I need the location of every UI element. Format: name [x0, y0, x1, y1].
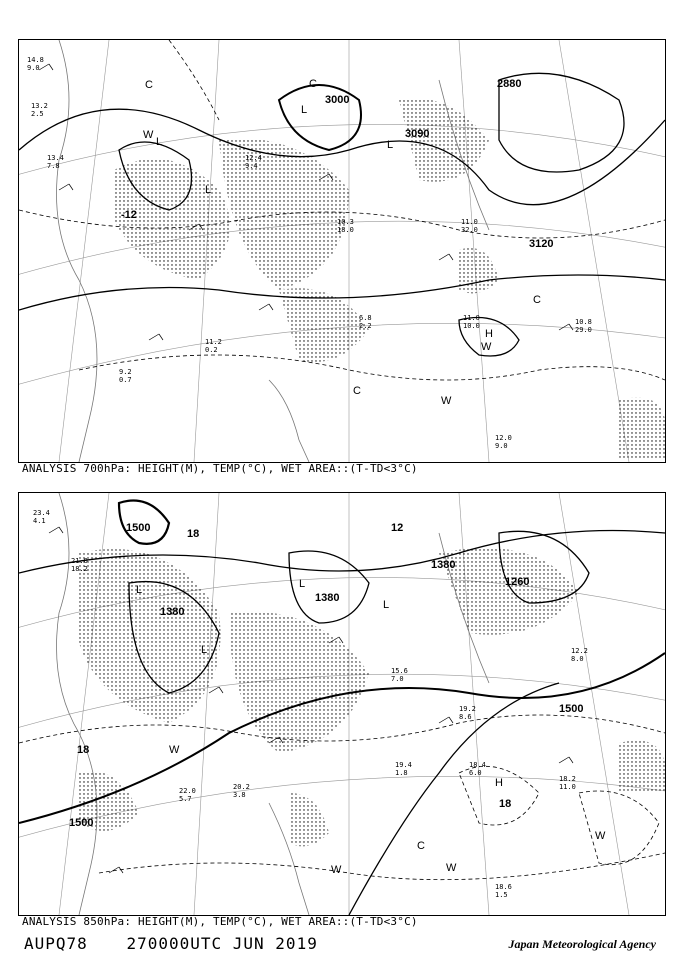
station-dewpoint-depression: 1.8	[395, 769, 408, 777]
station-temp: 19.4	[395, 761, 412, 769]
chart-code: AUPQ78	[24, 934, 88, 953]
station-temp: 18.2	[559, 775, 576, 783]
low-center: L	[201, 644, 208, 656]
station-temp: 12.2	[571, 647, 588, 655]
contour-label: 1500	[559, 703, 584, 715]
station-dewpoint-depression: 32.0	[461, 226, 478, 234]
contour-label: 18	[187, 528, 200, 540]
station-dewpoint-depression: 6.0	[469, 769, 482, 777]
station-dewpoint-depression: 18.0	[337, 226, 354, 234]
station-temp: 15.6	[391, 667, 408, 675]
station-temp: 18.6	[495, 883, 512, 891]
warm-center: W	[441, 395, 452, 407]
station-temp: 23.4	[33, 509, 50, 517]
low-center: L	[301, 104, 308, 116]
station-temp: 12.0	[495, 434, 512, 442]
contour-label: 3000	[325, 94, 350, 106]
station-dewpoint-depression: 9.0	[495, 442, 508, 450]
warm-center: W	[143, 129, 154, 141]
station-dewpoint-depression: 0.7	[119, 376, 132, 384]
station-dewpoint-depression: 3.8	[233, 791, 246, 799]
low-center: L	[205, 184, 212, 196]
station-dewpoint-depression: 4.1	[33, 517, 46, 525]
station-dewpoint-depression: 9.4	[245, 162, 258, 170]
low-center: L	[299, 578, 306, 590]
contour-label: 18	[77, 744, 90, 756]
station-dewpoint-depression: 11.0	[559, 783, 576, 791]
contour-label: 1380	[160, 606, 185, 618]
station-dewpoint-depression: 7.8	[47, 162, 60, 170]
high-center: H	[495, 777, 503, 789]
map-panel-700hpa	[18, 39, 666, 463]
agency-name: Japan Meteorological Agency	[508, 937, 656, 951]
station-dewpoint-depression: 18.2	[71, 565, 88, 573]
contour-label: 1260	[505, 576, 530, 588]
map-panel-850hpa	[18, 492, 666, 916]
station-temp: 21.0	[71, 557, 88, 565]
station-dewpoint-depression: 8.0	[571, 655, 584, 663]
station-temp: 10.3	[337, 218, 354, 226]
station-temp: 14.8	[27, 56, 44, 64]
map-850hpa-svg	[19, 493, 665, 915]
chart-identifier	[24, 934, 346, 953]
station-dewpoint-depression: 5.7	[179, 795, 192, 803]
contour-label: 1500	[126, 522, 151, 534]
station-dewpoint-depression: 1.5	[495, 891, 508, 899]
station-temp: 10.8	[575, 318, 592, 326]
station-temp: 22.0	[179, 787, 196, 795]
map-700hpa-svg	[19, 40, 665, 462]
cold-center: C	[533, 294, 541, 306]
station-dewpoint-depression: 2.2	[359, 322, 372, 330]
station-temp: 18.4	[469, 761, 486, 769]
station-temp: 11.0	[461, 218, 478, 226]
contour-label: 1500	[69, 817, 94, 829]
cold-center: C	[353, 385, 361, 397]
valid-time: 270000UTC JUN 2019	[126, 934, 318, 953]
low-center: L	[156, 136, 163, 148]
cold-center: C	[417, 840, 425, 852]
contour-label: 3120	[529, 238, 554, 250]
high-center: H	[485, 328, 493, 340]
warm-center: W	[331, 864, 342, 876]
station-temp: 12.4	[245, 154, 262, 162]
contour-label: 1380	[431, 559, 456, 571]
station-dewpoint-depression: 10.0	[463, 322, 480, 330]
station-temp: 20.2	[233, 783, 250, 791]
warm-center: W	[481, 341, 492, 353]
station-temp: 11.0	[463, 314, 480, 322]
panel-caption-700hpa: ANALYSIS 700hPa: HEIGHT(M), TEMP(°C), WET AREA::(T-TD<3°C)	[22, 462, 418, 475]
station-dewpoint-depression: 2.5	[31, 110, 44, 118]
low-center: L	[383, 599, 390, 611]
warm-center: W	[169, 744, 180, 756]
station-temp: 13.4	[47, 154, 64, 162]
contour-label: 3090	[405, 128, 430, 140]
station-dewpoint-depression: 0.2	[205, 346, 218, 354]
wet-areas	[114, 98, 665, 460]
warm-center: W	[595, 830, 606, 842]
station-dewpoint-depression: 8.6	[459, 713, 472, 721]
wet-areas	[79, 548, 665, 846]
cold-center: C	[145, 79, 153, 91]
contour-label: 18	[499, 798, 512, 810]
contour-label: -12	[121, 209, 137, 221]
station-temp: 19.2	[459, 705, 476, 713]
low-center: L	[387, 139, 394, 151]
station-temp: 11.2	[205, 338, 222, 346]
contour-label: 12	[391, 522, 404, 534]
panel-caption-850hpa: ANALYSIS 850hPa: HEIGHT(M), TEMP(°C), WET AREA::(T-TD<3°C)	[22, 915, 418, 928]
station-dewpoint-depression: 7.0	[391, 675, 404, 683]
contour-label: 1380	[315, 592, 340, 604]
low-center: L	[136, 584, 143, 596]
warm-center: W	[446, 862, 457, 874]
station-temp: 9.2	[119, 368, 132, 376]
contour-label: 2880	[497, 78, 522, 90]
station-dewpoint-depression: 29.0	[575, 326, 592, 334]
cold-center: C	[309, 78, 317, 90]
station-temp: 13.2	[31, 102, 48, 110]
station-temp: 6.8	[359, 314, 372, 322]
station-dewpoint-depression: 9.0	[27, 64, 40, 72]
